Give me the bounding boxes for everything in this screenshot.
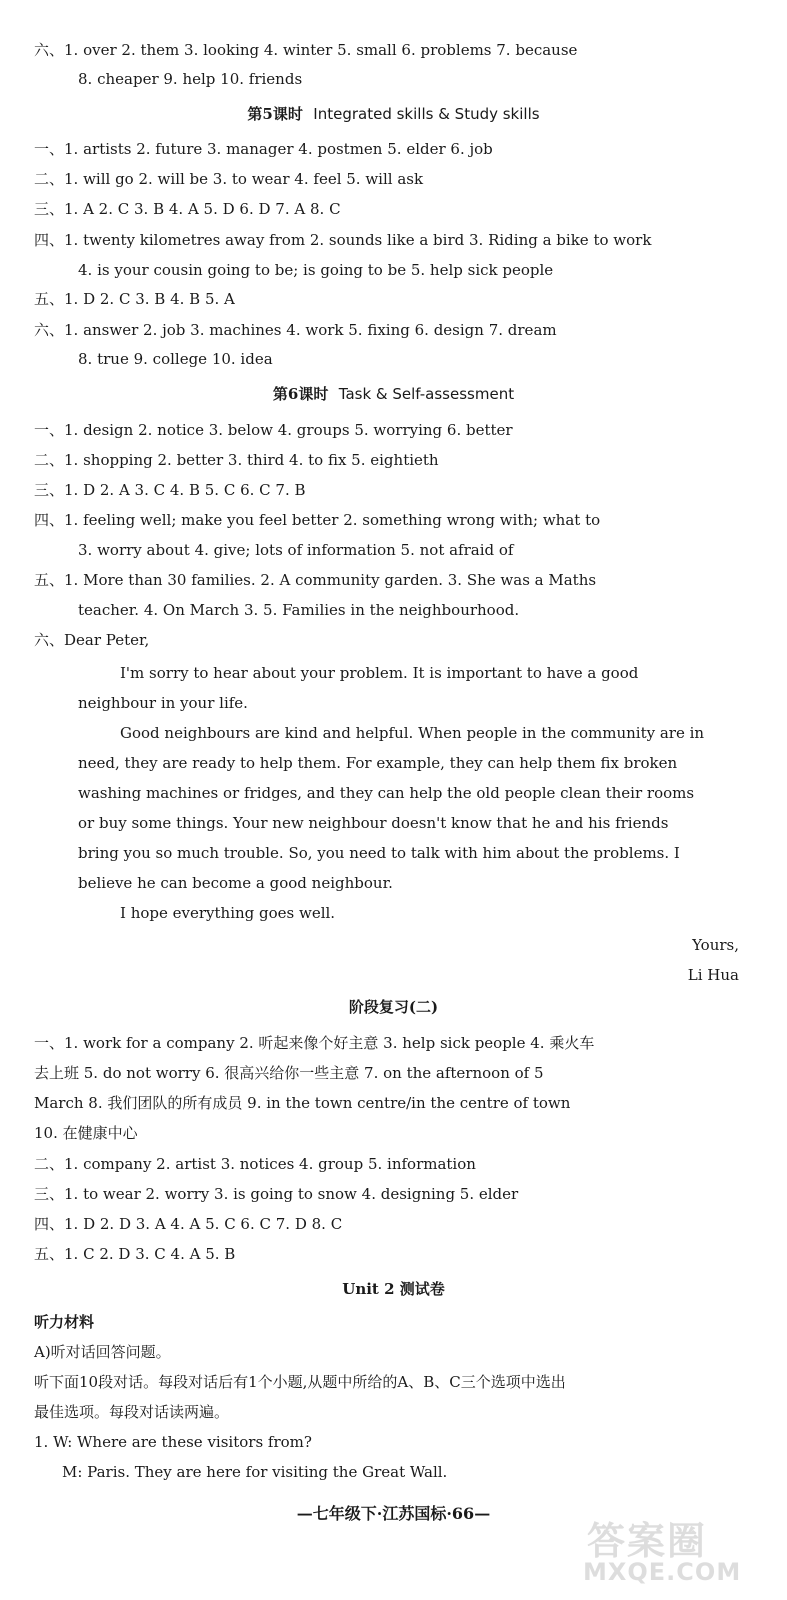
letter-paragraph-line: bring you so much trouble. So, you need to talk with him about the problems. I — [78, 844, 680, 862]
answer-line: 五、1. D 2. C 3. B 4. B 5. A — [34, 290, 235, 308]
answer-line: 五、1. C 2. D 3. C 4. A 5. B — [34, 1245, 236, 1263]
answer-line: 三、1. D 2. A 3. C 4. B 5. C 6. C 7. B — [34, 481, 306, 499]
answer-line: 六、1. answer 2. job 3. machines 4. work 5. fixing 6. design 7. dream — [34, 321, 557, 339]
heading-en: Task & Self-assessment — [338, 385, 515, 403]
letter-paragraph-line: or buy some things. Your new neighbour doesn't know that he and his friends — [78, 814, 669, 832]
answer-line: 一、1. work for a company 2. 听起来像个好主意 3. help sick people 4. 乘火车 — [34, 1034, 595, 1052]
page-footer: —七年级下·江苏国标·66— — [296, 1504, 491, 1523]
answer-line: 去上班 5. do not worry 6. 很高兴给你一些主意 7. on the afternoon of 5 — [34, 1064, 544, 1082]
answer-line: 三、1. to wear 2. worry 3. is going to snow 4. designing 5. elder — [34, 1185, 519, 1203]
watermark-bottom-text: MXQE.COM — [583, 1558, 742, 1586]
answer-line: 四、1. twenty kilometres away from 2. sounds like a bird 3. Riding a bike to work — [34, 231, 652, 249]
letter-signature: Li Hua — [687, 966, 739, 984]
text-line: M: Paris. They are here for visiting the Great Wall. — [62, 1463, 448, 1481]
section-heading-lesson5 — [0, 104, 787, 124]
answer-line: 二、1. shopping 2. better 3. third 4. to fix 5. eightieth — [34, 451, 439, 469]
letter-paragraph-line: believe he can become a good neighbour. — [78, 874, 393, 892]
text-line: 1. W: Where are these visitors from? — [34, 1433, 312, 1451]
answer-line: 4. is your cousin going to be; is going to be 5. help sick people — [78, 261, 554, 279]
answer-line: 三、1. A 2. C 3. B 4. A 5. D 6. D 7. A 8. C — [34, 200, 341, 218]
text-line: 听下面10段对话。每段对话后有1个小题,从题中所给的A、B、C三个选项中选出 — [34, 1373, 566, 1391]
answer-line: 四、1. D 2. D 3. A 4. A 5. C 6. C 7. D 8. C — [34, 1215, 343, 1233]
answer-line: 10. 在健康中心 — [34, 1124, 138, 1142]
answer-line: 3. worry about 4. give; lots of information 5. not afraid of — [78, 541, 514, 559]
letter-paragraph-line: I hope everything goes well. — [120, 904, 336, 922]
letter-paragraph-line: need, they are ready to help them. For example, they can help them fix broken — [78, 754, 678, 772]
heading-en: Integrated skills & Study skills — [313, 105, 540, 123]
answer-line: 8. true 9. college 10. idea — [78, 350, 273, 368]
letter-paragraph-line: I'm sorry to hear about your problem. It is important to have a good — [120, 664, 639, 682]
section-heading-lesson6 — [0, 384, 787, 404]
letter-paragraph-line: washing machines or fridges, and they can help the old people clean their rooms — [78, 784, 695, 802]
answer-line: 一、1. design 2. notice 3. below 4. groups 5. worrying 6. better — [34, 421, 513, 439]
letter-paragraph-line: Good neighbours are kind and helpful. When people in the community are in — [120, 724, 705, 742]
answer-line: 四、1. feeling well; make you feel better 2. something wrong with; what to — [34, 511, 601, 529]
answer-line: 二、1. will go 2. will be 3. to wear 4. feel 5. will ask — [34, 170, 424, 188]
letter-paragraph-line: neighbour in your life. — [78, 694, 248, 712]
section-heading-review: 阶段复习(二) — [348, 998, 439, 1016]
answer-line: 六、1. over 2. them 3. looking 4. winter 5. small 6. problems 7. because — [34, 41, 578, 59]
letter-salutation: 六、Dear Peter, — [34, 631, 150, 649]
answer-line: 二、1. company 2. artist 3. notices 4. group 5. information — [34, 1155, 476, 1173]
watermark-top-text: 答案圈 — [587, 1519, 708, 1563]
answer-line: March 8. 我们团队的所有成员 9. in the town centre/in the centre of town — [34, 1094, 571, 1112]
letter-closing: Yours, — [692, 936, 739, 954]
text-line: A)听对话回答问题。 — [34, 1343, 171, 1361]
answer-line: 五、1. More than 30 families. 2. A community garden. 3. She was a Maths — [34, 571, 597, 589]
heading-cn: 第5课时 — [247, 105, 303, 123]
text-line: 最佳选项。每段对话读两遍。 — [34, 1403, 230, 1421]
listening-material-title: 听力材料 — [34, 1313, 95, 1331]
answer-line: teacher. 4. On March 3. 5. Families in the neighbourhood. — [78, 601, 520, 619]
heading-cn: 第6课时 — [272, 385, 329, 403]
section-heading-unit2: Unit 2 测试卷 — [342, 1280, 445, 1298]
answer-line: 一、1. artists 2. future 3. manager 4. postmen 5. elder 6. job — [34, 140, 493, 158]
watermark-logo — [577, 1510, 777, 1590]
answer-line: 8. cheaper 9. help 10. friends — [78, 70, 303, 88]
